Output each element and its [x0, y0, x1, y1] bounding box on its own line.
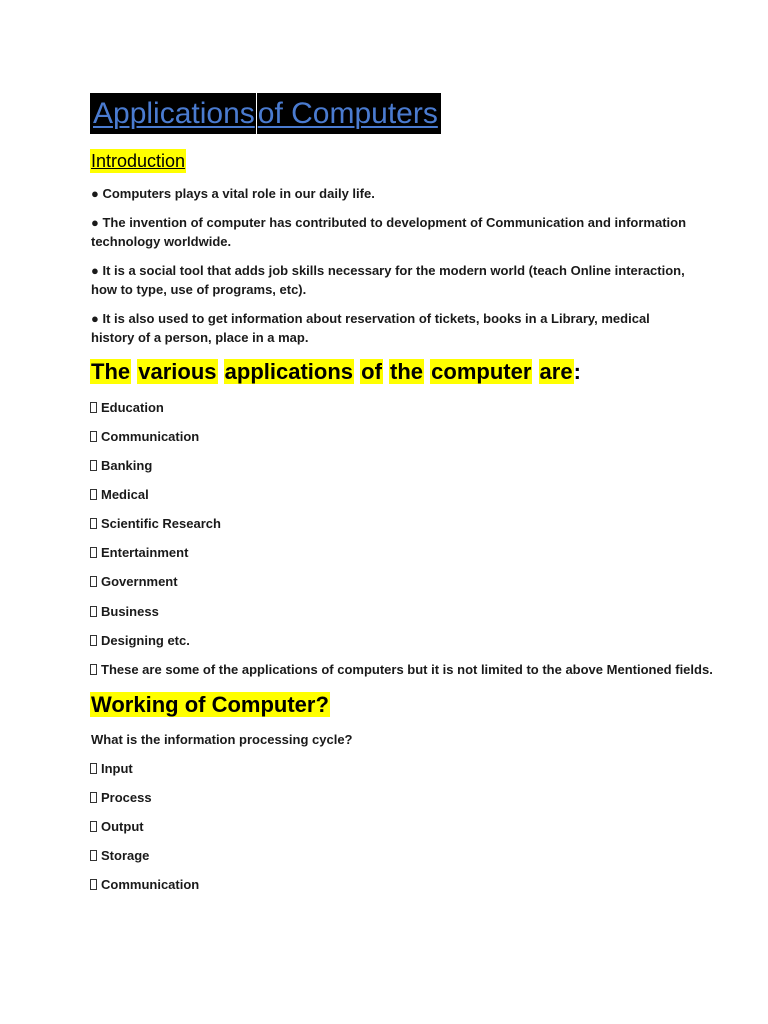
missing-glyph-box-icon	[90, 763, 97, 774]
page-title-part-1: Applications	[93, 97, 255, 130]
missing-glyph-box-icon	[90, 792, 97, 803]
list-item	[90, 457, 152, 475]
list-item	[90, 573, 178, 591]
list-item	[90, 515, 221, 533]
list-item	[90, 486, 149, 504]
missing-glyph-box-icon	[90, 431, 97, 442]
intro-paragraph-1: ● Computers plays a vital role in our daily life.	[91, 186, 375, 201]
missing-glyph-box-icon	[90, 489, 97, 500]
list-item-label: Storage	[101, 848, 150, 863]
list-item-label: Medical	[101, 487, 149, 502]
intro-paragraph-3: ● It is a social tool that adds job skills necessary for the modern world (teach Online interaction, how to type, use of programs, etc).	[91, 263, 685, 297]
list-item-label: Education	[101, 400, 164, 415]
missing-glyph-box-icon	[90, 879, 97, 890]
introduction-heading: Introduction	[91, 151, 186, 171]
list-item	[90, 789, 152, 807]
list-item-label: Government	[101, 574, 178, 589]
missing-glyph-box-icon	[90, 547, 97, 558]
list-item	[90, 818, 144, 836]
list-item-label: Banking	[101, 458, 153, 473]
applications-heading-word: of	[361, 359, 382, 384]
list-item-label: Communication	[101, 877, 200, 892]
page-title-part-2: of Computers	[257, 97, 438, 130]
missing-glyph-box-icon	[90, 606, 97, 617]
list-item-label: Input	[101, 761, 133, 776]
working-heading-text: Working of Computer?	[91, 692, 329, 717]
list-item	[90, 544, 188, 562]
list-item	[90, 428, 199, 446]
list-item-label: Designing etc.	[101, 633, 190, 648]
list-item	[90, 760, 133, 778]
missing-glyph-box-icon	[90, 518, 97, 529]
list-item	[90, 632, 190, 650]
applications-heading	[90, 357, 581, 387]
list-item	[90, 661, 713, 679]
applications-heading-word: computer	[431, 359, 532, 384]
list-item	[90, 603, 159, 621]
missing-glyph-box-icon	[90, 635, 97, 646]
processing-cycle-question: What is the information processing cycle?	[91, 732, 353, 747]
missing-glyph-box-icon	[90, 402, 97, 413]
missing-glyph-box-icon	[90, 821, 97, 832]
list-item-label: Process	[101, 790, 152, 805]
missing-glyph-box-icon	[90, 850, 97, 861]
missing-glyph-box-icon	[90, 576, 97, 587]
applications-heading-word: various	[138, 359, 217, 384]
list-item-label: Entertainment	[101, 545, 189, 560]
page-title	[90, 93, 441, 134]
list-item-label: Communication	[101, 429, 200, 444]
missing-glyph-box-icon	[90, 664, 97, 675]
applications-heading-word: The	[91, 359, 131, 384]
missing-glyph-box-icon	[90, 460, 97, 471]
applications-heading-colon: :	[573, 359, 581, 384]
applications-heading-word: applications	[224, 359, 353, 384]
working-heading	[90, 690, 330, 720]
list-item-label: Business	[101, 604, 159, 619]
list-item-label: These are some of the applications of computers but it is not limited to the above Mentioned fields.	[101, 662, 713, 677]
list-item	[90, 399, 164, 417]
list-item-label: Scientific Research	[101, 516, 221, 531]
applications-heading-word: the	[390, 359, 424, 384]
list-item	[90, 876, 199, 894]
applications-heading-word: are	[539, 359, 573, 384]
intro-paragraph-2: ● The invention of computer has contributed to development of Communication and information technology worldwide.	[91, 215, 687, 249]
intro-paragraph-4: ● It is also used to get information about reservation of tickets, books in a Library, medical history of a person, place in a map.	[91, 311, 650, 345]
list-item	[90, 847, 149, 865]
list-item-label: Output	[101, 819, 144, 834]
